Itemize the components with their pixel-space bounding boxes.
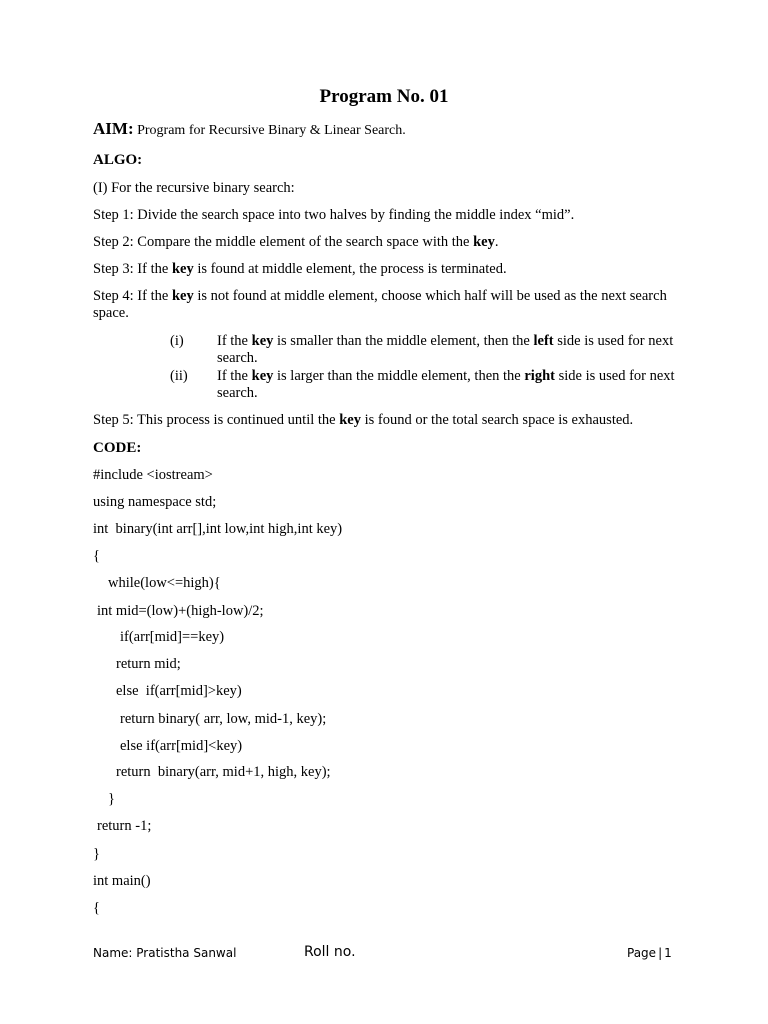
aim-label: AIM: [93,119,134,138]
code-line: else if(arr[mid]>key) [116,683,242,699]
code-line: int main() [93,873,151,889]
footer-page-number: 1 [664,946,672,960]
sub-item-ii [170,368,680,402]
step-1: Step 1: Divide the search space into two halves by finding the middle index “mid”. [93,207,575,223]
code-line: { [93,548,100,564]
program-title: Program No. 01 [319,86,449,107]
sub-item-i [170,333,680,367]
step-5 [93,412,633,429]
sub-item-i-text [217,333,680,367]
code-line: int mid=(low)+(high-low)/2; [97,603,264,619]
step-4-key: key [171,288,194,304]
footer-name: Name: Pratistha Sanwal [93,946,237,960]
step-5-text: Step 5: This process is continued until the [93,412,340,428]
step-3-text: Step 3: If the [93,261,172,277]
step-3-end: is found at middle element, the process is terminated. [193,261,507,277]
code-line: { [93,900,100,916]
code-line: } [93,846,100,862]
sub-item-ii-key: key [251,368,274,384]
sub-item-i-part: If the [217,333,252,349]
step-2-text: Step 2: Compare the middle element of the search space with the [93,234,474,250]
sub-item-ii-text [217,368,680,402]
code-line: } [108,791,115,807]
algo-intro: (I) For the recursive binary search: [93,180,295,196]
code-heading: CODE: [93,440,142,456]
sub-item-i-key: key [251,333,274,349]
footer-page-label: Page [627,946,657,960]
step-2-end: . [494,234,499,250]
sub-item-i-part: side is used for next search. [217,333,674,366]
sub-item-ii-part: side is used for next search. [217,368,675,401]
footer-page-separator: | [658,946,663,960]
sub-item-ii-part: If the [217,368,252,384]
footer-page-indicator [627,946,672,960]
step-5-key: key [339,412,361,428]
step-4 [93,288,678,322]
step-3 [93,261,507,278]
sub-item-ii-number: (ii) [170,368,188,384]
sub-item-ii-part: is larger than the middle element, then the [273,368,525,384]
step-2 [93,234,498,251]
aim-line [93,119,406,139]
code-line: if(arr[mid]==key) [120,629,225,645]
step-3-key: key [171,261,194,277]
code-line: return mid; [116,656,181,672]
sub-item-ii-side: right [524,368,555,384]
sub-item-i-side: left [533,333,554,349]
aim-text: Program for Recursive Binary & Linear Search. [137,123,406,138]
step-5-end: is found or the total search space is exhausted. [360,412,634,428]
code-line: return -1; [97,818,152,834]
code-line: int binary(int arr[],int low,int high,int key) [93,521,343,537]
code-line: using namespace std; [93,494,217,510]
code-line: return binary( arr, low, mid-1, key); [120,711,327,727]
sub-item-i-part: is smaller than the middle element, then the [273,333,534,349]
code-line: while(low<=high){ [108,575,221,591]
code-line: #include <iostream> [93,467,213,483]
step-2-key: key [473,234,495,250]
code-line: return binary(arr, mid+1, high, key); [116,764,331,780]
step-4-text: Step 4: If the [93,288,172,304]
step-4-end: is not found at middle element, choose which half will be used as the next search space. [93,288,667,321]
sub-item-i-number: (i) [170,333,184,349]
footer-roll-number: Roll no. [304,944,356,960]
code-line: else if(arr[mid]<key) [120,738,243,754]
algo-heading: ALGO: [93,152,143,168]
